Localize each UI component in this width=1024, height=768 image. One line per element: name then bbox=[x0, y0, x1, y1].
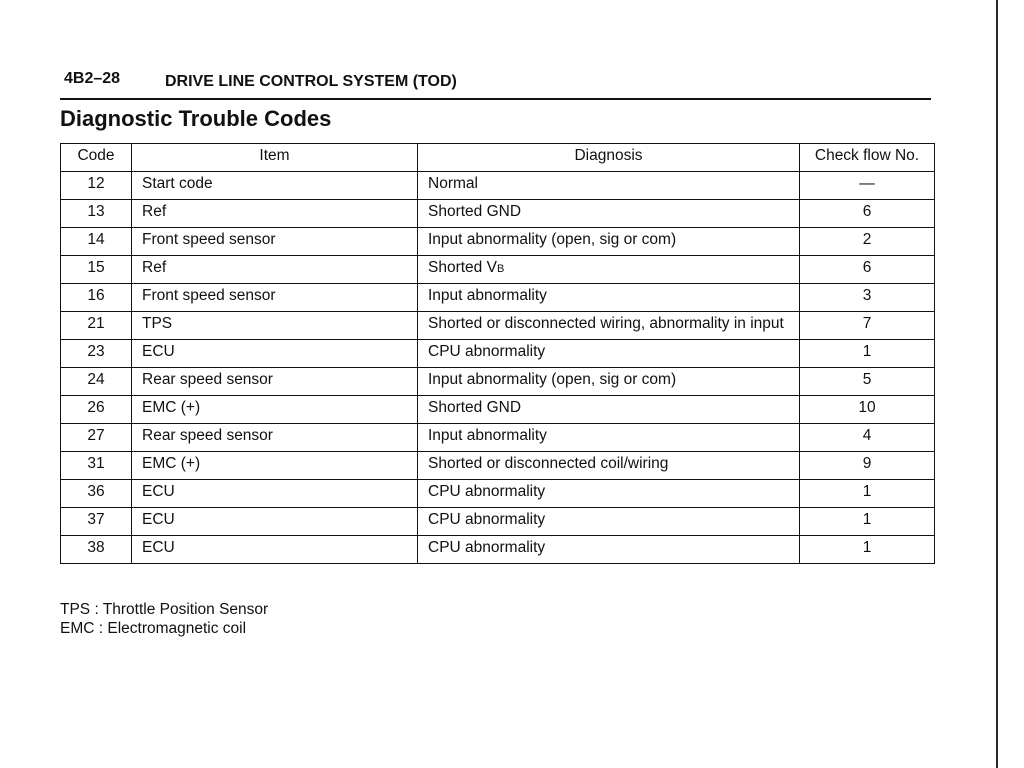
cell-item: Rear speed sensor bbox=[132, 368, 418, 396]
table-row bbox=[61, 284, 935, 312]
cell-diagnosis: Shorted or disconnected coil/wiring bbox=[418, 452, 800, 480]
cell-item: TPS bbox=[132, 312, 418, 340]
column-header-diagnosis: Diagnosis bbox=[418, 144, 800, 172]
section-title: DRIVE LINE CONTROL SYSTEM (TOD) bbox=[165, 73, 457, 90]
cell-code: 26 bbox=[61, 396, 132, 424]
cell-code: 36 bbox=[61, 480, 132, 508]
column-header-item: Item bbox=[132, 144, 418, 172]
cell-item: EMC (+) bbox=[132, 452, 418, 480]
cell-diagnosis: Shorted or disconnected wiring, abnormality in input bbox=[418, 312, 800, 340]
cell-check-flow: 4 bbox=[800, 424, 935, 452]
cell-item: Ref bbox=[132, 200, 418, 228]
cell-code: 16 bbox=[61, 284, 132, 312]
cell-check-flow: 2 bbox=[800, 228, 935, 256]
cell-diagnosis bbox=[418, 256, 800, 284]
column-header-check-flow: Check flow No. bbox=[800, 144, 935, 172]
footnotes bbox=[60, 600, 268, 638]
cell-diagnosis: Shorted GND bbox=[418, 396, 800, 424]
cell-code: 14 bbox=[61, 228, 132, 256]
table-row bbox=[61, 396, 935, 424]
diagnosis-subscript: B bbox=[496, 263, 505, 275]
cell-check-flow: 1 bbox=[800, 508, 935, 536]
cell-code: 23 bbox=[61, 340, 132, 368]
dtc-table bbox=[60, 143, 935, 564]
cell-diagnosis: Shorted GND bbox=[418, 200, 800, 228]
table-row bbox=[61, 368, 935, 396]
table-header-row bbox=[61, 144, 935, 172]
cell-code: 15 bbox=[61, 256, 132, 284]
cell-item: Rear speed sensor bbox=[132, 424, 418, 452]
cell-check-flow: 1 bbox=[800, 340, 935, 368]
cell-diagnosis: CPU abnormality bbox=[418, 508, 800, 536]
table-row bbox=[61, 256, 935, 284]
cell-diagnosis: Input abnormality (open, sig or com) bbox=[418, 368, 800, 396]
page-header bbox=[60, 70, 931, 100]
footnote-emc: EMC : Electromagnetic coil bbox=[60, 620, 247, 637]
table-row bbox=[61, 452, 935, 480]
cell-code: 27 bbox=[61, 424, 132, 452]
cell-code: 38 bbox=[61, 536, 132, 564]
cell-item: ECU bbox=[132, 480, 418, 508]
cell-diagnosis: Input abnormality bbox=[418, 284, 800, 312]
table-row bbox=[61, 536, 935, 564]
cell-diagnosis: Input abnormality (open, sig or com) bbox=[418, 228, 800, 256]
page-title: Diagnostic Trouble Codes bbox=[60, 106, 332, 131]
cell-check-flow: 6 bbox=[800, 200, 935, 228]
cell-check-flow: 1 bbox=[800, 480, 935, 508]
cell-check-flow: 3 bbox=[800, 284, 935, 312]
table-row bbox=[61, 172, 935, 200]
cell-check-flow: 10 bbox=[800, 396, 935, 424]
cell-check-flow: 1 bbox=[800, 536, 935, 564]
cell-check-flow: — bbox=[800, 172, 935, 200]
table-row bbox=[61, 508, 935, 536]
cell-code: 24 bbox=[61, 368, 132, 396]
cell-item: ECU bbox=[132, 340, 418, 368]
cell-diagnosis: Normal bbox=[418, 172, 800, 200]
cell-item: Front speed sensor bbox=[132, 228, 418, 256]
cell-code: 21 bbox=[61, 312, 132, 340]
table-row bbox=[61, 424, 935, 452]
table-row bbox=[61, 312, 935, 340]
cell-diagnosis: CPU abnormality bbox=[418, 340, 800, 368]
cell-check-flow: 5 bbox=[800, 368, 935, 396]
cell-item: ECU bbox=[132, 536, 418, 564]
table-row bbox=[61, 340, 935, 368]
cell-diagnosis: CPU abnormality bbox=[418, 536, 800, 564]
cell-code: 31 bbox=[61, 452, 132, 480]
diagnosis-text: Shorted V bbox=[428, 259, 497, 276]
table-row bbox=[61, 228, 935, 256]
footnote-tps: TPS : Throttle Position Sensor bbox=[60, 601, 269, 618]
cell-code: 12 bbox=[61, 172, 132, 200]
table-row bbox=[61, 480, 935, 508]
cell-check-flow: 7 bbox=[800, 312, 935, 340]
column-header-code: Code bbox=[61, 144, 132, 172]
cell-item: ECU bbox=[132, 508, 418, 536]
cell-check-flow: 9 bbox=[800, 452, 935, 480]
cell-code: 13 bbox=[61, 200, 132, 228]
table-row bbox=[61, 200, 935, 228]
cell-diagnosis: Input abnormality bbox=[418, 424, 800, 452]
cell-item: Front speed sensor bbox=[132, 284, 418, 312]
cell-code: 37 bbox=[61, 508, 132, 536]
cell-item: Ref bbox=[132, 256, 418, 284]
page-edge-rule bbox=[996, 0, 998, 768]
cell-check-flow: 6 bbox=[800, 256, 935, 284]
page-number: 4B2–28 bbox=[64, 70, 121, 87]
cell-diagnosis: CPU abnormality bbox=[418, 480, 800, 508]
cell-item: EMC (+) bbox=[132, 396, 418, 424]
cell-item: Start code bbox=[132, 172, 418, 200]
